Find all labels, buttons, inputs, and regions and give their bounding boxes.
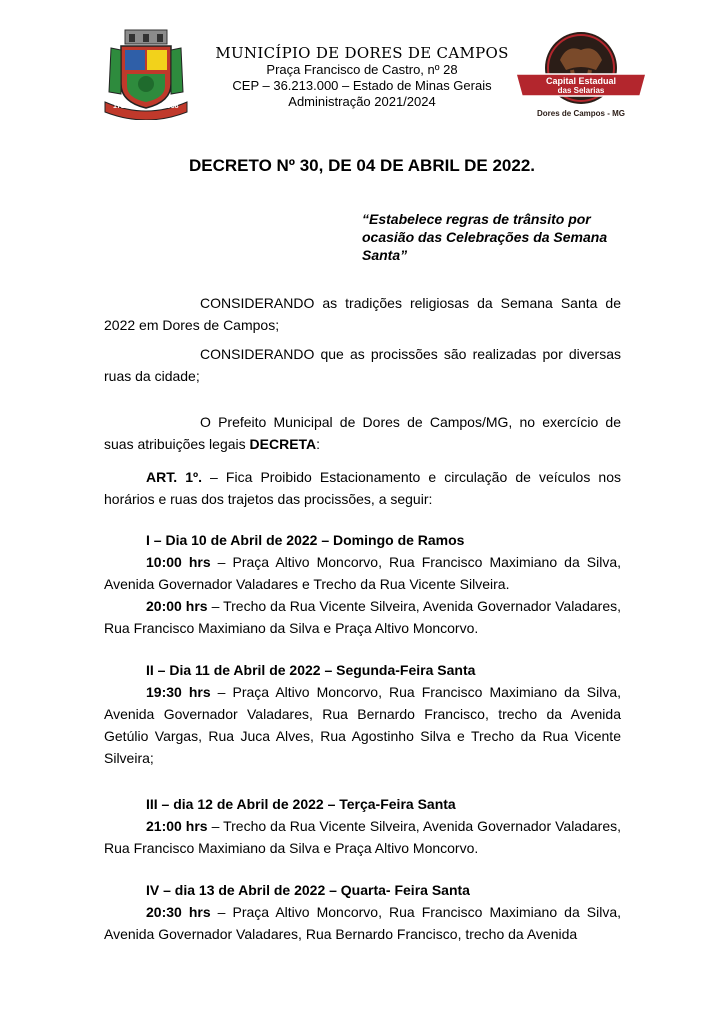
decreta-keyword: DECRETA (249, 436, 317, 452)
considerando-2: CONSIDERANDO que as procissões são realizadas por diversas ruas da cidade; (104, 346, 621, 384)
svg-text:1717: 1717 (113, 103, 129, 110)
article-1: ART. 1º. – Fica Proibido Estacionamento e circulação de veículos nos horários e ruas dos trajetos das procissões, a seguir: (104, 469, 621, 507)
letterhead-text (180, 44, 544, 110)
section-heading: III – dia 12 de Abril de 2022 – Terça-Feira Santa (146, 796, 456, 812)
decree-summary: “Estabelece regras de trânsito por ocasião das Celebrações da Semana Santa” (362, 211, 608, 263)
schedule-item: 21:00 hrs – Trecho da Rua Vicente Silveira, Avenida Governador Valadares, Rua Francisco Maximiano da Silva e Praça Altivo Moncorvo. (104, 818, 621, 856)
considerando-1: CONSIDERANDO as tradições religiosas da Semana Santa de 2022 em Dores de Campos; (104, 295, 621, 333)
section-4 (104, 879, 621, 945)
address-line-2: CEP – 36.213.000 – Estado de Minas Gerais (232, 78, 492, 93)
svg-text:Dores de Campos - MG: Dores de Campos - MG (536, 109, 626, 118)
section-heading: II – Dia 11 de Abril de 2022 – Segunda-Feira Santa (146, 662, 476, 678)
schedule-item: 10:00 hrs – Praça Altivo Moncorvo, Rua Francisco Maximiano da Silva, Avenida Governador Valadares e Trecho da Rua Vicente Silveira. (104, 554, 622, 592)
section-2 (104, 659, 621, 769)
letterhead (0, 0, 724, 130)
administration: Administração 2021/2024 (288, 94, 436, 109)
svg-text:1938: 1938 (163, 103, 179, 110)
preamble: O Prefeito Municipal de Dores de Campos/MG, no exercício de suas atribuições legais DECRETA: (104, 414, 621, 452)
selarias-seal-icon (512, 30, 650, 122)
section-3 (104, 793, 621, 859)
svg-text:das Selarias: das Selarias (557, 86, 605, 95)
section-heading: IV – dia 13 de Abril de 2022 – Quarta- Feira Santa (146, 882, 470, 898)
svg-text:Capital Estadual: Capital Estadual (545, 76, 617, 86)
schedule-item: 19:30 hrs – Praça Altivo Moncorvo, Rua Francisco Maximiano da Silva, Avenida Governador Valadares, Rua Bernardo Francisco, trecho da Avenida Getúlio Vargas, Rua Juca Alves, Rua Agostinho Silva e Trecho da Rua Vicente Silveira; (104, 684, 622, 766)
section-1 (104, 529, 621, 639)
decree-title: DECRETO Nº 30, DE 04 DE ABRIL DE 2022. (188, 156, 535, 175)
municipality-name: MUNICÍPIO DE DORES DE CAMPOS (215, 44, 509, 62)
schedule-item: 20:30 hrs – Praça Altivo Moncorvo, Rua Francisco Maximiano da Silva, Avenida Governador Valadares, Rua Bernardo Francisco, trecho da Avenida (104, 904, 622, 942)
section-heading: I – Dia 10 de Abril de 2022 – Domingo de Ramos (146, 532, 465, 548)
address-line-1: Praça Francisco de Castro, nº 28 (266, 62, 458, 77)
article-1-label: ART. 1º. (146, 469, 202, 485)
coat-of-arms-icon (103, 28, 189, 120)
schedule-item: 20:00 hrs – Trecho da Rua Vicente Silveira, Avenida Governador Valadares, Rua Francisco Maximiano da Silva e Praça Altivo Moncorvo. (104, 598, 621, 636)
